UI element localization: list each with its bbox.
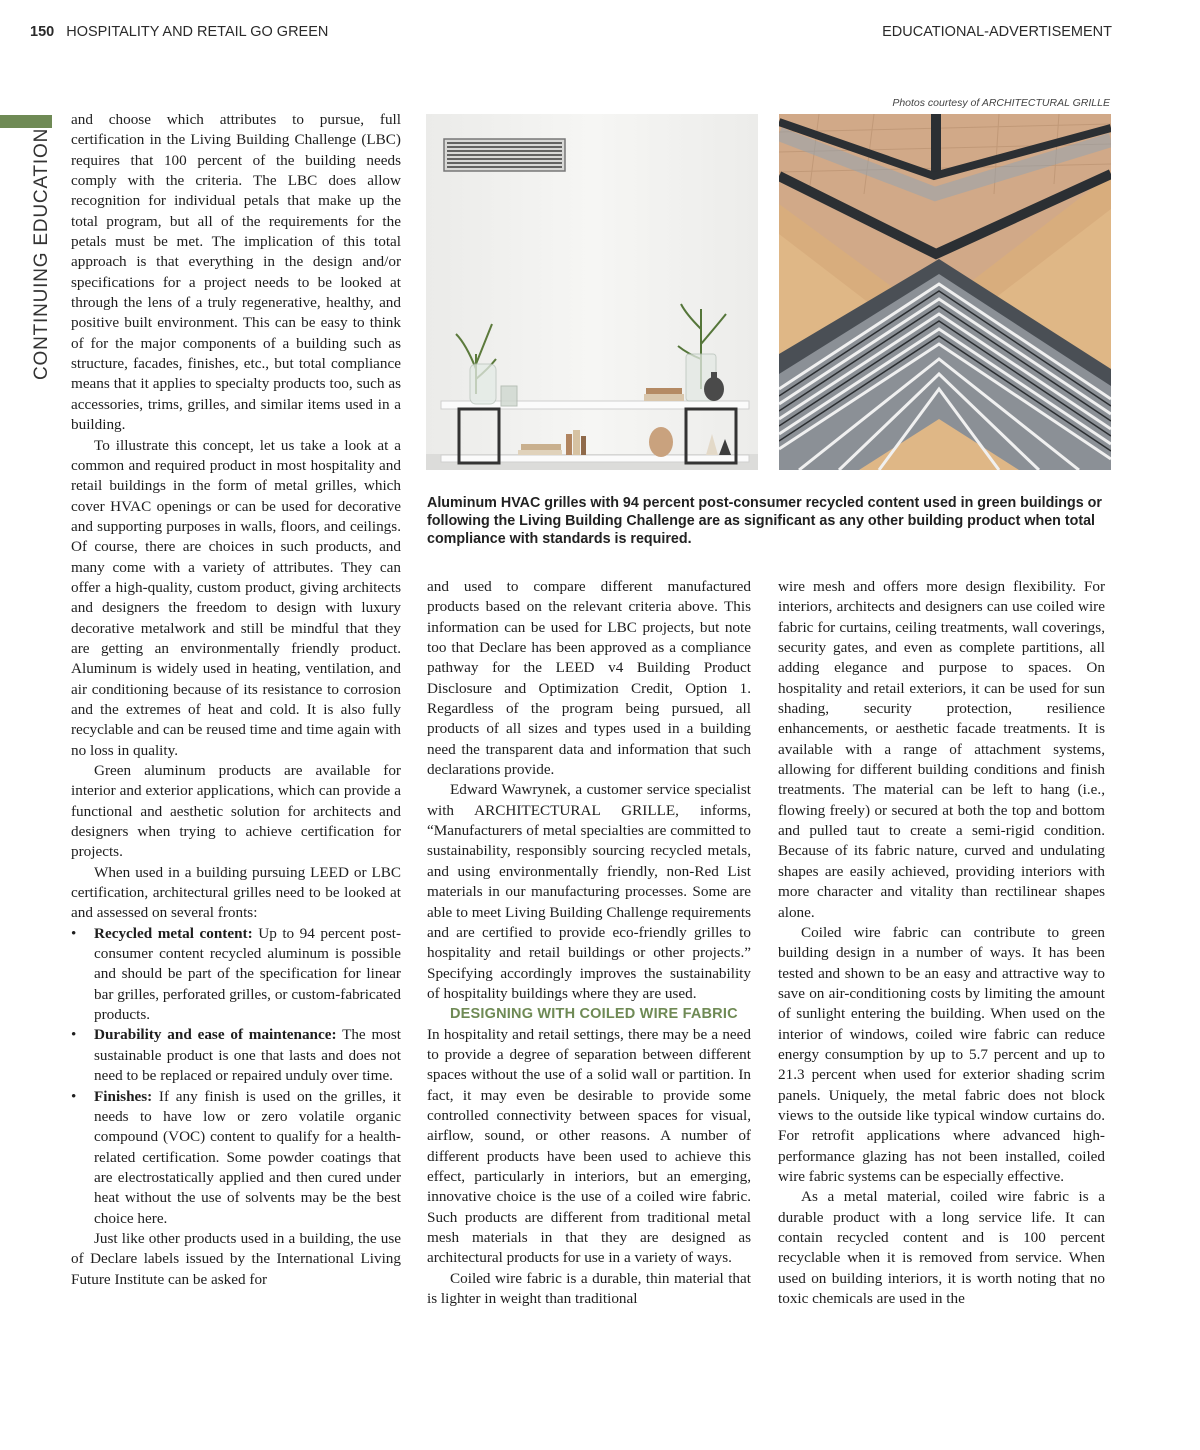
paragraph: As a metal material, coiled wire fabric is a durable product with a long service life. It can contain recycled content and is 100 percent recyclable when it is removed from service. When used on building interiors, it is worth noting that no toxic chemicals are used in the [778,1188,1105,1308]
bullet-text: Up to 94 percent post-consumer content recycled aluminum is possible and should be part of the specification for linear bar grilles, perforated grilles, or custom-fabricated products. [94,924,402,1024]
paragraph: To illustrate this concept, let us take a look at a common and required product in most hospitality and retail buildings in the form of metal grilles, which cover HVAC openings or can be used for decorative and supporting purposes in walls, floors, and ceilings. Of course, there are choices in such products, and many come with a variety of attributes. They can offer a high-quality, custom product, giving architects and designers the freedom to design with luxury decorative metalwork and still be mindful that they are getting an environmentally friendly product. Aluminum is widely used in heating, ventilation, and air conditioning because of its resistance to corrosion and the extremes of heat and cold. It is also fully recyclable and can be reused time and time again with no loss in quality. [71,436,401,759]
paragraph: Just like other products used in a building, the use of Declare labels issued by the International Living Future Institute can be asked for [71,1229,401,1288]
section-title: HOSPITALITY AND RETAIL GO GREEN [66,24,329,40]
bullet-term: Durability and ease of maintenance: [94,1026,337,1044]
paragraph: Green aluminum products are available for interior and exterior applications, which can provide a functional and aesthetic solution for architects and designers when trying to achieve certification for projects. [71,762,401,861]
sidebar-label: CONTINUING EDUCATION [31,127,52,380]
running-header [30,24,1112,44]
page-number: 150 [30,24,55,40]
photo-credit: Photos courtesy of ARCHITECTURAL GRILLE [892,97,1110,109]
text-column-1 [71,110,401,1290]
paragraph: Coiled wire fabric is a durable, thin material that is lighter in weight than traditional [427,1269,751,1308]
figure-caption: Aluminum HVAC grilles with 94 percent post-consumer recycled content used in green buildings or following the Living Building Challenge are as significant as any other building product when total compliance with standards is required. [427,495,1102,547]
photo-wall-grille-shelves [426,114,758,470]
paragraph: When used in a building pursuing LEED or LBC certification, architectural grilles need to be looked at and assessed on several fronts: [71,863,401,922]
paragraph: In hospitality and retail settings, there may be a need to provide a degree of separation between different spaces without the use of a solid wall or partition. In fact, it may even be desirable to provide some controlled connectivity between spaces for visual, airflow, sound, or other reasons. A number of different products have been used to achieve this effect, particularly in interiors, but an emerging, innovative choice is the use of a coiled wire fabric. Such products are different from traditional metal mesh materials in that they are designed as architectural products for use in a variety of ways. [427,1025,751,1267]
photo-floor-grille-corner [779,114,1111,470]
text-column-2 [427,577,751,1309]
bullet-term: Recycled metal content: [94,924,253,942]
section-heading: DESIGNING WITH COILED WIRE FABRIC [450,1006,738,1023]
bullet-text: If any finish is used on the grilles, it needs to have low or zero volatile organic compound (VOC) content to qualify for a health-related certification. Some powder coatings that are electrostatically applied and then cured under heat without the use of solvents may be the best choice here. [94,1087,401,1227]
advertisement-label: EDUCATIONAL-ADVERTISEMENT [882,24,1112,40]
paragraph: wire mesh and offers more design flexibility. For interiors, architects and designers can use coiled wire fabric for curtains, ceiling treatments, wall coverings, security gates, and even as complete partitions, all adding elegance and purpose to spaces. On hospitality and retail exteriors, it can be used for sun shading, security protection, resilience enhancements, or aesthetic facade treatments. It is available with a range of attachment systems, allowing for different building conditions and finish treatments. The material can be left to hang (i.e., flowing freely) or secured at both the top and bottom and pulled taut to create a semi-rigid condition. Because of its fabric nature, curved and undulating shapes are easily achieved, providing interiors with more character and vitality than rectilinear shapes alone. [778,578,1105,921]
list-item: • Finishes: If any finish is used on the grilles, it needs to have low or zero volatile organic compound (VOC) content to qualify for a health-related certification. Some powder coatings that are electrostatically applied and then cured under heat without the use of solvents may be the best choice here. [71,1087,401,1227]
text-column-3 [778,577,1105,1309]
criteria-list [71,924,401,1229]
paragraph: and used to compare different manufactured products based on the relevant criteria above. This information can be used for LBC projects, but note too that Declare has been approved as a compliance pathway for the LEED v4 Building Product Disclosure and Optimization Credit, Option 1. Regardless of the program being pursued, all products of all sizes and types used in a building need the transparent data and information that such declarations provide. [427,578,751,779]
list-item: • Recycled metal content: Up to 94 percent post-consumer content recycled aluminum is possible and should be part of the specification for linear bar grilles, perforated grilles, or custom-fabricated products. [71,924,402,1024]
bullet-term: Finishes: [94,1087,153,1105]
paragraph: Coiled wire fabric can contribute to green building design in a number of ways. It has been tested and shown to be an easy and attractive way to save on air-conditioning costs by limiting the amount of sunlight entering the building. When used on the interior of windows, coiled wire fabric can reduce energy consumption by up to 5.7 percent and up to 21.3 percent when used for exterior shading scrim panels. Uniquely, the metal fabric does not block views to the outside like typical window curtains do. For retrofit applications where advanced high-performance glazing has not been installed, coiled wire fabric systems can be especially effective. [778,923,1105,1185]
hvac-grille [444,139,565,171]
paragraph: Edward Wawrynek, a customer service specialist with ARCHITECTURAL GRILLE, informs, “Manufacturers of metal specialties are committed to sustainability, responsibly sourcing recycled metals, and using environmentally friendly, non-Red List materials in our manufacturing processes. Some are able to meet Living Building Challenge requirements and are certified to provide eco-friendly grilles to hospitality and retail buildings or other projects.” Specifying accordingly improves the sustainability of hospitality buildings where they are used. [427,781,751,1002]
paragraph: and choose which attributes to pursue, full certification in the Living Building Challenge (LBC) requires that 100 percent of the building needs comply with the criteria. The LBC does allow recognition for individual petals that make up the total program, but all of the requirements for the petals must be met. The implication of this total approach is that everything in the design and/or specifications for a project needs to be looked at through the lens of a truly regenerative, healthy, and positive built environment. This can be easy to think of for the major components of a building such as structure, facades, finishes, etc., but total compliance means that it applies to specialty products too, such as accessories, trims, grilles, and similar items used in a building. [71,111,401,434]
list-item: • Durability and ease of maintenance: The most sustainable product is one that lasts and does not need to be replaced or repaired unduly over time. [71,1026,402,1085]
bullet-text: The most sustainable product is one that lasts and does not need to be replaced or repaired unduly over time. [94,1026,402,1085]
